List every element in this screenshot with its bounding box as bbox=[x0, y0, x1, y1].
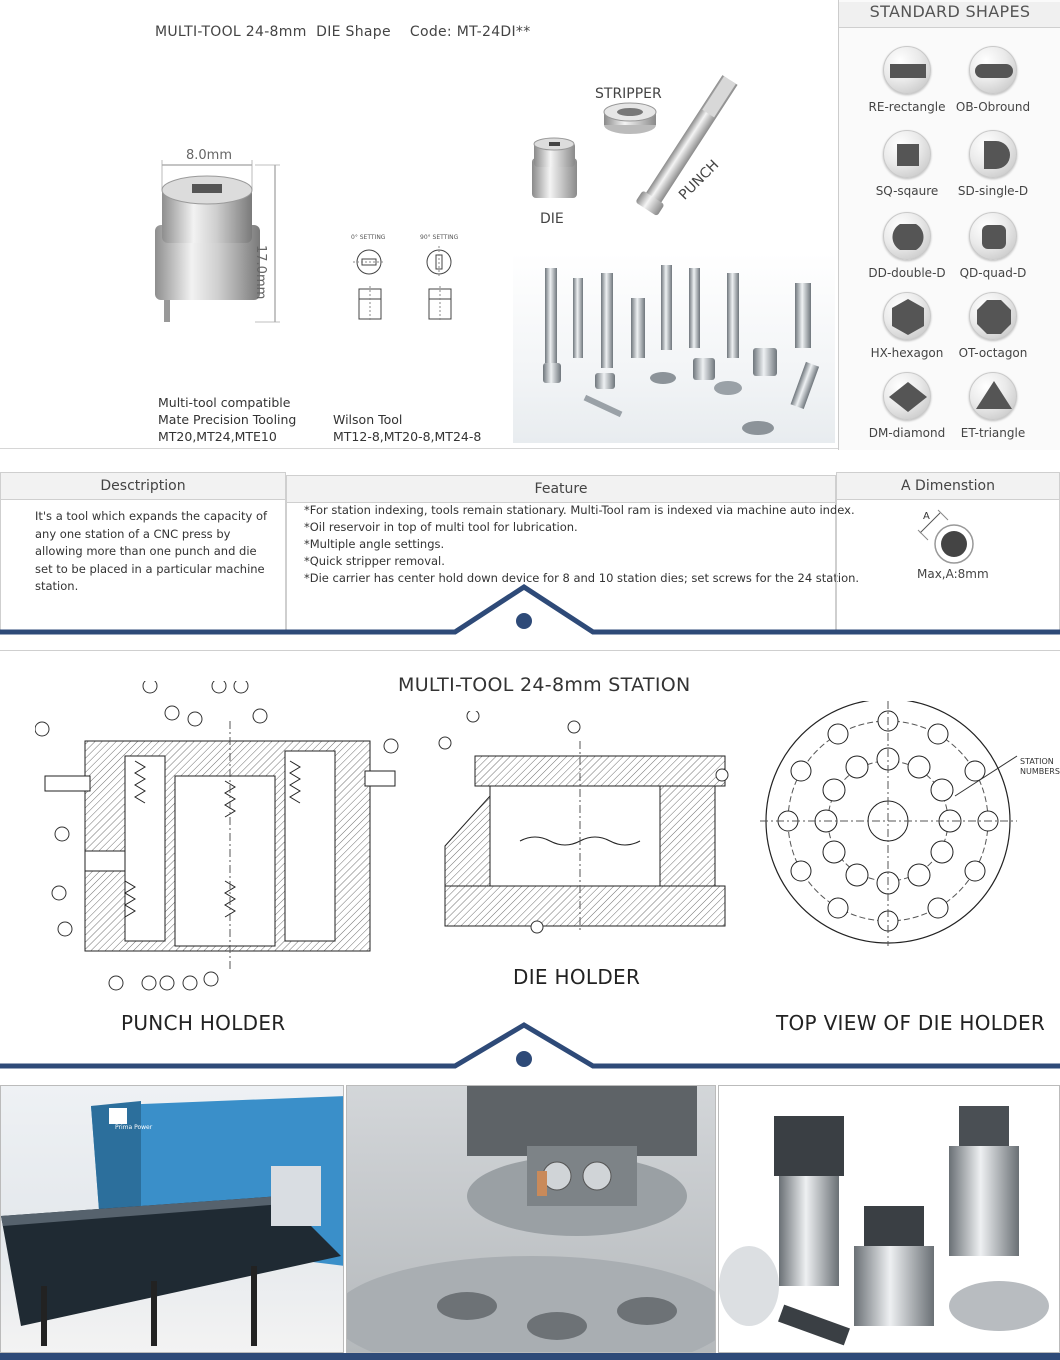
shape-rectangle bbox=[857, 46, 957, 114]
punch-press-machine-photo bbox=[0, 1085, 344, 1353]
a-dimension-diagram bbox=[912, 508, 982, 568]
multi-tool-assemblies-photo bbox=[718, 1085, 1060, 1353]
double-d-icon bbox=[883, 212, 931, 260]
die-holder-drawing bbox=[435, 711, 735, 936]
shape-label: RE-rectangle bbox=[868, 100, 946, 114]
punch-label: PUNCH bbox=[676, 157, 723, 204]
diamond-icon bbox=[883, 372, 931, 420]
die-stripper-punch-illustration bbox=[520, 70, 790, 245]
punch-holder-drawing bbox=[35, 681, 410, 991]
triangle-icon bbox=[969, 372, 1017, 420]
punch-holder-label: PUNCH HOLDER bbox=[121, 1011, 286, 1035]
shape-obround bbox=[943, 46, 1043, 114]
square-icon bbox=[883, 130, 931, 178]
station-title: MULTI-TOOL 24-8mm STATION bbox=[398, 674, 691, 696]
shape-label: OT-octagon bbox=[958, 346, 1028, 360]
obround-icon bbox=[969, 46, 1017, 94]
shape-diamond bbox=[857, 372, 957, 440]
shape-hexagon bbox=[857, 292, 957, 360]
station-numbers-label: STATION NUMBERS bbox=[1020, 757, 1060, 776]
shape-double-d bbox=[857, 212, 957, 280]
shape-label: SD-single-D bbox=[957, 184, 1029, 198]
standard-shapes-title: STANDARD SHAPES bbox=[839, 2, 1060, 28]
standard-shapes-panel bbox=[838, 0, 1060, 450]
spec-table bbox=[0, 472, 1060, 638]
shape-label: OB-Obround bbox=[955, 100, 1031, 114]
feature-header: Feature bbox=[286, 475, 836, 503]
dimension-value: Max,A:8mm bbox=[917, 567, 989, 581]
mate-tooling-label: Mate Precision Tooling bbox=[158, 412, 297, 427]
machine-brand-logo: Prima Power bbox=[115, 1124, 153, 1131]
shape-square bbox=[857, 130, 957, 198]
mate-models: MT20,MT24,MTE10 bbox=[158, 429, 277, 444]
height-dimension-label: 17.0mm bbox=[253, 245, 268, 300]
section-divider-chevron bbox=[0, 584, 1060, 638]
feature-item: *Die carrier has center hold down device for 8 and 10 station dies; set screws for the 24 station. bbox=[304, 571, 860, 585]
width-dimension-label: 8.0mm bbox=[186, 148, 233, 163]
product-overview-section bbox=[0, 0, 1060, 450]
rectangle-icon bbox=[883, 46, 931, 94]
stripper-label: STRIPPER bbox=[595, 86, 662, 102]
die-dimension-drawing bbox=[150, 150, 320, 330]
shape-label: DM-diamond bbox=[868, 426, 946, 440]
feature-item: *Oil reservoir in top of multi tool for lubrication. bbox=[304, 520, 578, 534]
shape-triangle bbox=[943, 372, 1043, 440]
multi-tool-closeup-photo bbox=[346, 1085, 716, 1353]
angle-setting-diagrams bbox=[345, 234, 475, 329]
product-photos-section bbox=[0, 1085, 1060, 1360]
wilson-compatibility bbox=[333, 411, 481, 445]
zero-degree-setting-label: 0° SETTING bbox=[351, 234, 386, 241]
shape-label: QD-quad-D bbox=[959, 266, 1027, 280]
die-label: DIE bbox=[540, 211, 564, 227]
section-divider bbox=[0, 448, 838, 449]
ninety-degree-setting-label: 90° SETTING bbox=[420, 234, 459, 241]
shape-single-d bbox=[943, 130, 1043, 198]
wilson-models: MT12-8,MT20-8,MT24-8 bbox=[333, 429, 482, 444]
single-d-icon bbox=[969, 130, 1017, 178]
shape-quad-d bbox=[943, 212, 1043, 280]
section-divider-chevron bbox=[0, 1021, 1060, 1071]
description-header: Desctription bbox=[0, 472, 286, 500]
top-view-label: TOP VIEW OF DIE HOLDER bbox=[776, 1011, 1046, 1035]
compatibility-heading: Multi-tool compatible bbox=[158, 395, 291, 410]
shape-label: DD-double-D bbox=[868, 266, 946, 280]
hexagon-icon bbox=[883, 292, 931, 340]
feature-item: *For station indexing, tools remain stationary. Multi-Tool ram is indexed via machine auto index. bbox=[304, 503, 855, 517]
tooling-photo bbox=[513, 253, 835, 443]
octagon-icon bbox=[969, 292, 1017, 340]
description-text: It's a tool which expands the capacity of any one station of a CNC press by allowing more than one punch and die set to be placed in a particular machine station. bbox=[35, 509, 268, 593]
shape-label: HX-hexagon bbox=[870, 346, 944, 360]
shape-octagon bbox=[943, 292, 1043, 360]
compatibility-info bbox=[158, 394, 296, 445]
shape-label: SQ-sqaure bbox=[875, 184, 939, 198]
technical-drawings-section bbox=[0, 650, 1060, 1070]
shape-label: ET-triangle bbox=[960, 426, 1026, 440]
feature-item: *Quick stripper removal. bbox=[304, 554, 445, 568]
feature-item: *Multiple angle settings. bbox=[304, 537, 445, 551]
wilson-tool-label: Wilson Tool bbox=[333, 412, 403, 427]
die-holder-top-view-drawing bbox=[755, 701, 1055, 961]
die-holder-label: DIE HOLDER bbox=[513, 965, 641, 989]
dimension-header: A Dimenstion bbox=[836, 472, 1060, 500]
footer-bar bbox=[0, 1353, 1060, 1360]
dimension-marker: A bbox=[923, 511, 930, 522]
product-title: MULTI-TOOL 24-8mm DIE Shape Code: MT-24DI** bbox=[155, 24, 531, 40]
feature-list bbox=[304, 502, 859, 587]
quad-d-icon bbox=[969, 212, 1017, 260]
